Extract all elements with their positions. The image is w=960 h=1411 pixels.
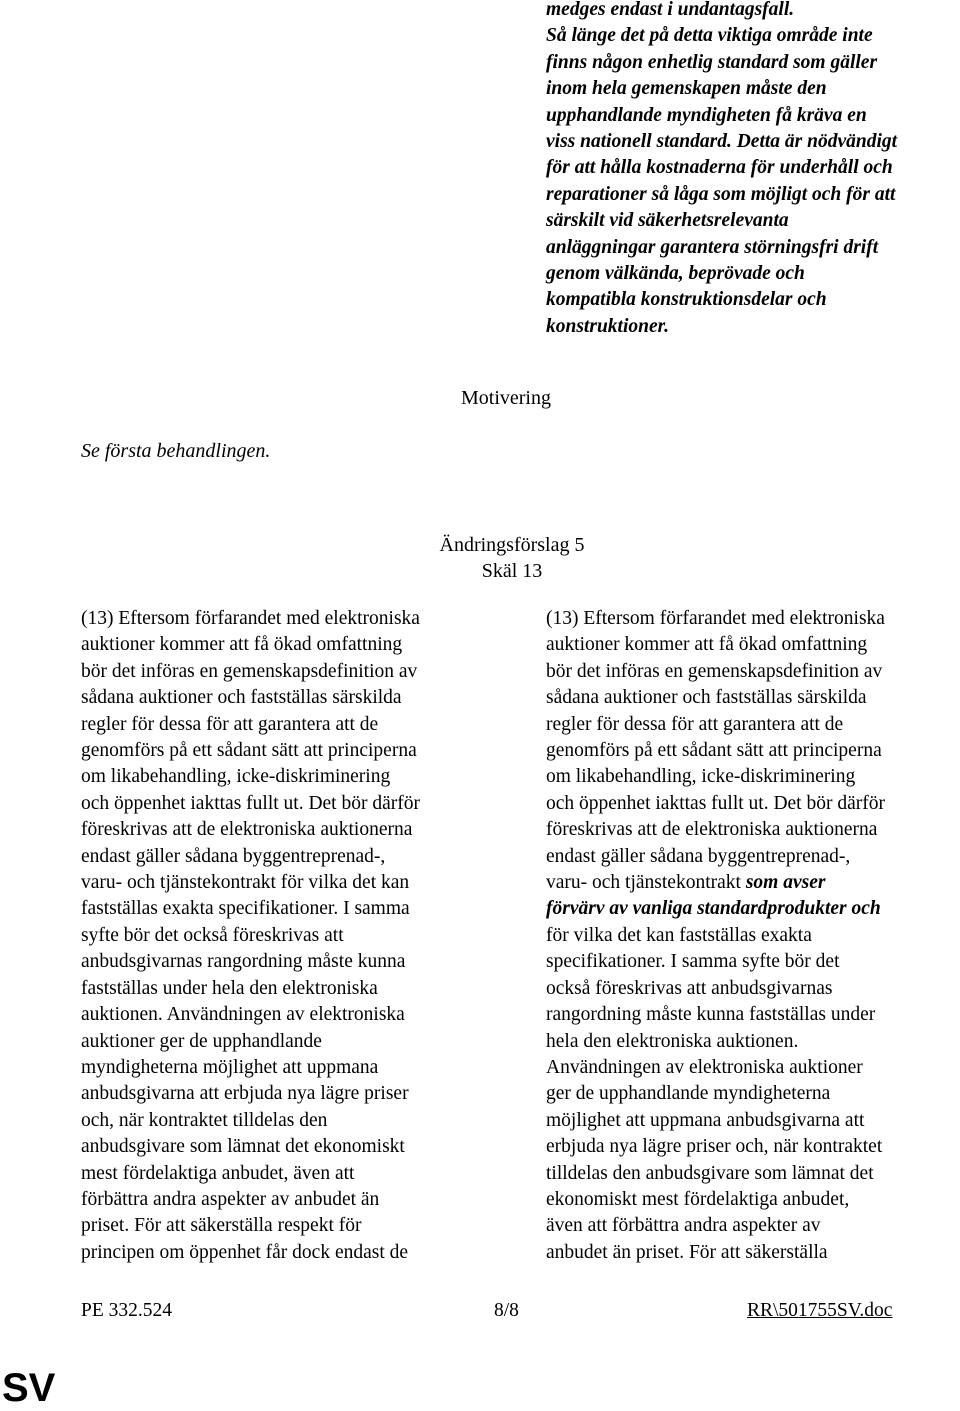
text-line: bör det införas en gemenskapsdefinition av (546, 660, 883, 682)
text-line: auktionen. Användningen av elektroniska (81, 1004, 405, 1026)
text-line (546, 870, 958, 896)
text-line: bör det införas en gemenskapsdefinition av (81, 660, 418, 682)
justification-text: Se första behandlingen. (81, 440, 271, 462)
text-line: inom hela gemenskapen måste den (546, 78, 827, 100)
text-line: för att hålla kostnaderna för underhåll och (546, 157, 893, 179)
amendment-text-continued (546, 0, 958, 340)
text-line: särskilt vid säkerhetsrelevanta (546, 210, 789, 232)
text-line: Användningen av elektroniska auktioner (546, 1056, 863, 1078)
text-line: upphandlande myndigheten få kräva en (546, 104, 867, 126)
text-line: även att förbättra andra aspekter av (546, 1215, 821, 1237)
text-line: auktioner kommer att få ökad omfattning (546, 634, 868, 656)
text-line: och öppenhet iakttas fullt ut. Det bör därför (546, 792, 885, 814)
text-line: anbudsgivarna att erbjuda nya lägre priser (81, 1083, 409, 1105)
text-line: genomförs på ett sådant sätt att principerna (81, 740, 417, 762)
text-line: och, när kontraktet tilldelas den (81, 1109, 328, 1131)
text-line: anbudsgivare som lämnat det ekonomiskt (81, 1136, 405, 1158)
amendment-number: Ändringsförslag 5 (439, 534, 585, 556)
text-line: konstruktioner. (546, 315, 670, 337)
text-line: genomförs på ett sådant sätt att principerna (546, 740, 882, 762)
text-line: erbjuda nya lägre priser och, när kontraktet (546, 1136, 883, 1158)
text-line: ekonomiskt mest fördelaktiga anbudet, (546, 1188, 850, 1210)
text-line: föreskrivas att de elektroniska auktionerna (546, 819, 878, 841)
text-line: fastställas exakta specifikationer. I samma (81, 898, 410, 920)
text-line: myndigheterna möjlighet att uppmana (81, 1056, 379, 1078)
text-line: endast gäller sådana byggentreprenad-, (81, 845, 386, 867)
text-line: principen om öppenhet får dock endast de (81, 1241, 409, 1263)
text-line: rangordning måste kunna fastställas under (546, 1004, 876, 1026)
inserted-text-line: förvärv av vanliga standardprodukter och (546, 898, 881, 920)
text-line: om likabehandling, icke-diskriminering (81, 766, 391, 788)
text-line: anbudsgivarnas rangordning måste kunna (81, 951, 406, 973)
original-text-column (81, 606, 501, 1266)
text-line: varu- och tjänstekontrakt för vilka det kan (81, 872, 410, 894)
amendment-recital: Skäl 13 (481, 560, 543, 582)
text-line: sådana auktioner och fastställas särskilda (81, 687, 402, 709)
text-line: och öppenhet iakttas fullt ut. Det bör därför (81, 792, 420, 814)
justification-heading: Motivering (461, 387, 551, 409)
text-line: viss nationell standard. Detta är nödvändigt (546, 131, 898, 153)
amended-text-column (546, 606, 958, 1266)
text-line: möjlighet att uppmana anbudsgivarna att (546, 1109, 865, 1131)
text-line: genom välkända, beprövade och (546, 263, 805, 285)
text-line: (13) Eftersom förfarandet med elektroniska (81, 608, 420, 629)
text-line: reparationer så låga som möjligt och för att (546, 183, 896, 205)
language-code: SV (2, 1366, 56, 1410)
text-line: medges endast i undantagsfall. (546, 0, 795, 20)
text-line: endast gäller sådana byggentreprenad-, (546, 845, 851, 867)
text-line: Så länge det på detta viktiga område inte (546, 25, 873, 47)
text-line: regler för dessa för att garantera att de (546, 713, 844, 735)
text-line: anbudet än priset. För att säkerställa (546, 1241, 828, 1263)
text-line: auktioner ger de upphandlande (81, 1030, 322, 1052)
text-line: ger de upphandlande myndigheterna (546, 1083, 831, 1105)
footer-page-number: 8/8 (494, 1300, 519, 1321)
text-line: auktioner kommer att få ökad omfattning (81, 634, 403, 656)
footer-reference: PE 332.524 (81, 1300, 173, 1321)
text-line: priset. För att säkerställa respekt för (81, 1215, 362, 1237)
text-line: syfte bör det också föreskrivas att (81, 924, 344, 946)
text-line: tilldelas den anbudsgivare som lämnat det (546, 1162, 874, 1184)
text-line: anläggningar garantera störningsfri drift (546, 236, 879, 258)
text-line: förbättra andra aspekter av anbudet än (81, 1188, 380, 1210)
text-line: föreskrivas att de elektroniska auktionerna (81, 819, 413, 841)
text-line: om likabehandling, icke-diskriminering (546, 766, 856, 788)
text-line: kompatibla konstruktionsdelar och (546, 289, 827, 311)
text-line: (13) Eftersom förfarandet med elektroniska (546, 608, 885, 629)
inserted-text: som avser (745, 872, 826, 894)
text-segment: varu- och tjänstekontrakt (546, 872, 741, 894)
text-line: specifikationer. I samma syfte bör det (546, 951, 840, 973)
text-line: också föreskrivas att anbudsgivarnas (546, 977, 833, 999)
footer-document-name: RR\501755SV.doc (747, 1300, 893, 1321)
text-line: hela den elektroniska auktionen. (546, 1030, 799, 1052)
text-line: för vilka det kan fastställas exakta (546, 924, 812, 946)
text-line: regler för dessa för att garantera att de (81, 713, 379, 735)
text-line: sådana auktioner och fastställas särskilda (546, 687, 867, 709)
text-line: finns någon enhetlig standard som gäller (546, 51, 878, 73)
text-line: fastställas under hela den elektroniska (81, 977, 378, 999)
text-line: mest fördelaktiga anbudet, även att (81, 1162, 355, 1184)
